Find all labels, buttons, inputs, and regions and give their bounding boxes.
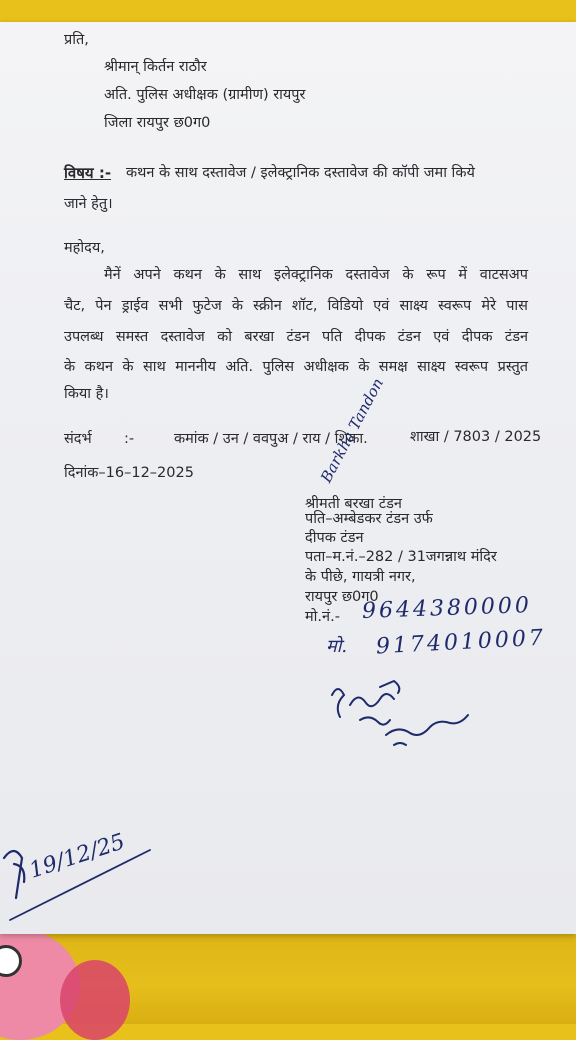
- mobile2-number-handwritten: 9174010007: [375, 625, 547, 660]
- body-line: चैट, पेन ड्राईव सभी फुटेज के स्क्रीन शॉट, विडियो एवं साक्ष्य स्वरूप मेरे पास: [64, 298, 528, 314]
- reference-branch: शाखा / 7803 / 2025: [410, 429, 542, 445]
- body-line: उपलब्ध समस्त दस्तावेज को बरखा टंडन पति दीपक टंडन एवं दीपक टंडन: [64, 329, 528, 345]
- reference-value: कमांक / उन / ववपुअ / राय / शिका.: [174, 431, 368, 447]
- addressee-name: श्रीमान् किर्तन राठौर: [104, 59, 207, 75]
- received-signature-scribble: [320, 665, 480, 755]
- sender-alias: दीपक टंडन: [305, 530, 364, 546]
- sender-name: श्रीमती बरखा टंडन: [305, 496, 402, 512]
- margin-date-annotation: [0, 820, 170, 930]
- sender-address-2: के पीछे, गायत्री नगर,: [305, 569, 416, 585]
- signature: Barkha Tandon: [316, 375, 388, 486]
- subject-label: विषय :-: [64, 164, 112, 182]
- reference-separator: :-: [124, 431, 135, 447]
- date-line: दिनांक–16–12–2025: [64, 465, 194, 481]
- mobile-number-handwritten: 9644380000: [361, 593, 533, 624]
- margin-date: 19/12/25: [26, 829, 129, 884]
- salutation-to: प्रति,: [64, 32, 89, 48]
- addressee-district: जिला रायपुर छ0ग0: [104, 115, 211, 131]
- body-line: के कथन के साथ माननीय अति. पुलिस अधीक्षक के समक्ष साक्ष्य स्वरूप प्रस्तुत: [64, 359, 528, 375]
- sender-husband: पति–अम्बेडकर टंडन उर्फ: [305, 511, 433, 527]
- body-line: मैनें अपने कथन के साथ इलेक्ट्रानिक दस्तावेज के रूप में वाटसअप: [104, 267, 528, 283]
- greeting: महोदय,: [64, 240, 105, 256]
- body-line: किया है।: [64, 386, 109, 402]
- mobile-label: मो.नं.-: [305, 609, 340, 625]
- mobile2-label-handwritten: मो.: [326, 636, 348, 657]
- reference-label: संदर्भ: [64, 431, 92, 447]
- sender-address-1: पता–म.नं.–282 / 31जगन्नाथ मंदिर: [305, 549, 497, 565]
- addressee-title: अति. पुलिस अधीक्षक (ग्रामीण) रायपुर: [104, 87, 306, 103]
- subject-line-2: जाने हेतु।: [64, 196, 113, 212]
- sender-address-3: रायपुर छ0ग0: [305, 589, 379, 605]
- subject-line-1: कथन के साथ दस्तावेज / इलेक्ट्रानिक दस्तावेज की कॉपी जमा किये: [126, 165, 475, 181]
- fabric-pattern: [60, 960, 130, 1040]
